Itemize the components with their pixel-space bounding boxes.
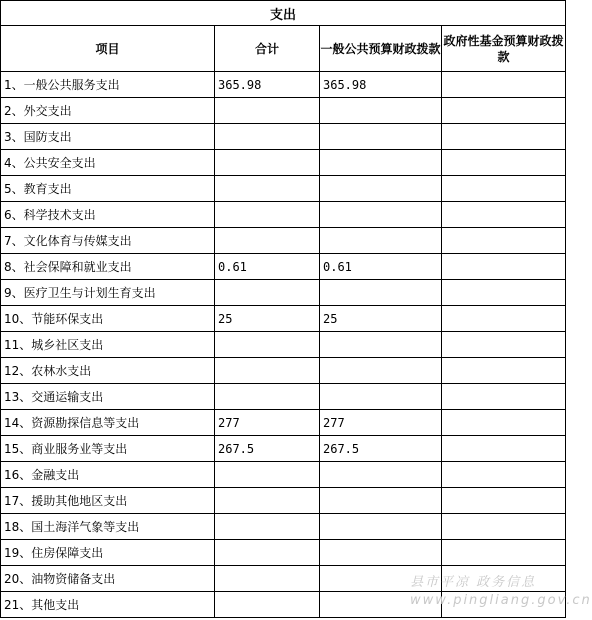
cell-item: 19、住房保障支出 <box>1 540 215 566</box>
header-row <box>1 26 566 72</box>
table-title: 支出 <box>1 1 566 26</box>
cell-item: 21、其他支出 <box>1 592 215 618</box>
table-row <box>1 358 566 384</box>
cell-general-budget <box>320 150 442 176</box>
cell-total <box>215 540 320 566</box>
cell-general-budget <box>320 358 442 384</box>
cell-item: 12、农林水支出 <box>1 358 215 384</box>
cell-total <box>215 332 320 358</box>
cell-fund-budget <box>442 384 566 410</box>
cell-total <box>215 124 320 150</box>
watermark-line-2: www.pingliang.gov.cn <box>410 593 592 608</box>
cell-general-budget: 25 <box>320 306 442 332</box>
table-row <box>1 462 566 488</box>
cell-general-budget <box>320 488 442 514</box>
cell-item: 1、一般公共服务支出 <box>1 72 215 98</box>
cell-item: 4、公共安全支出 <box>1 150 215 176</box>
table-row <box>1 176 566 202</box>
cell-total <box>215 592 320 618</box>
cell-fund-budget <box>442 98 566 124</box>
table-row <box>1 254 566 280</box>
cell-fund-budget <box>442 124 566 150</box>
header-total: 合计 <box>215 26 320 72</box>
cell-item: 16、金融支出 <box>1 462 215 488</box>
cell-total <box>215 566 320 592</box>
table-row <box>1 436 566 462</box>
cell-general-budget <box>320 228 442 254</box>
cell-item: 14、资源勘探信息等支出 <box>1 410 215 436</box>
cell-total <box>215 150 320 176</box>
cell-general-budget <box>320 514 442 540</box>
cell-item: 20、油物资储备支出 <box>1 566 215 592</box>
cell-fund-budget <box>442 254 566 280</box>
cell-total <box>215 98 320 124</box>
table-row <box>1 150 566 176</box>
header-fund-budget: 政府性基金预算财政拨款 <box>442 26 566 72</box>
cell-general-budget: 267.5 <box>320 436 442 462</box>
cell-general-budget <box>320 124 442 150</box>
table-row <box>1 280 566 306</box>
cell-general-budget: 277 <box>320 410 442 436</box>
table-body <box>1 72 566 618</box>
cell-item: 15、商业服务业等支出 <box>1 436 215 462</box>
cell-item: 2、外交支出 <box>1 98 215 124</box>
cell-total <box>215 514 320 540</box>
watermark-line-1: 县市平凉 政务信息 <box>410 575 537 590</box>
cell-fund-budget <box>442 332 566 358</box>
table-row <box>1 488 566 514</box>
cell-fund-budget <box>442 280 566 306</box>
cell-item: 10、节能环保支出 <box>1 306 215 332</box>
cell-total: 0.61 <box>215 254 320 280</box>
cell-fund-budget <box>442 488 566 514</box>
cell-general-budget <box>320 332 442 358</box>
cell-general-budget: 0.61 <box>320 254 442 280</box>
cell-item: 5、教育支出 <box>1 176 215 202</box>
table-row <box>1 332 566 358</box>
cell-general-budget <box>320 462 442 488</box>
table-row <box>1 384 566 410</box>
cell-general-budget <box>320 202 442 228</box>
table-row <box>1 228 566 254</box>
cell-item: 3、国防支出 <box>1 124 215 150</box>
cell-general-budget: 365.98 <box>320 72 442 98</box>
cell-general-budget <box>320 540 442 566</box>
table-row <box>1 410 566 436</box>
cell-total <box>215 176 320 202</box>
header-item: 项目 <box>1 26 215 72</box>
cell-fund-budget <box>442 306 566 332</box>
cell-fund-budget <box>442 514 566 540</box>
cell-item: 7、文化体育与传媒支出 <box>1 228 215 254</box>
cell-fund-budget <box>442 202 566 228</box>
table-row <box>1 202 566 228</box>
table-row <box>1 98 566 124</box>
cell-total: 25 <box>215 306 320 332</box>
cell-item: 9、医疗卫生与计划生育支出 <box>1 280 215 306</box>
cell-fund-budget <box>442 176 566 202</box>
cell-total: 277 <box>215 410 320 436</box>
cell-total <box>215 384 320 410</box>
cell-fund-budget <box>442 150 566 176</box>
cell-total: 365.98 <box>215 72 320 98</box>
cell-total <box>215 228 320 254</box>
table-row <box>1 514 566 540</box>
cell-item: 6、科学技术支出 <box>1 202 215 228</box>
cell-fund-budget <box>442 228 566 254</box>
table-row <box>1 72 566 98</box>
cell-item: 18、国土海洋气象等支出 <box>1 514 215 540</box>
cell-total <box>215 202 320 228</box>
cell-general-budget <box>320 384 442 410</box>
cell-item: 8、社会保障和就业支出 <box>1 254 215 280</box>
cell-total <box>215 358 320 384</box>
cell-item: 17、援助其他地区支出 <box>1 488 215 514</box>
header-general-budget: 一般公共预算财政拨款 <box>320 26 442 72</box>
cell-fund-budget <box>442 436 566 462</box>
table-title-row <box>1 1 566 26</box>
cell-total <box>215 488 320 514</box>
cell-total: 267.5 <box>215 436 320 462</box>
table-row <box>1 124 566 150</box>
table-row <box>1 306 566 332</box>
cell-total <box>215 280 320 306</box>
cell-general-budget <box>320 280 442 306</box>
cell-fund-budget <box>442 540 566 566</box>
cell-item: 11、城乡社区支出 <box>1 332 215 358</box>
cell-general-budget <box>320 98 442 124</box>
cell-general-budget <box>320 176 442 202</box>
cell-item: 13、交通运输支出 <box>1 384 215 410</box>
cell-fund-budget <box>442 462 566 488</box>
cell-fund-budget <box>442 410 566 436</box>
table-row <box>1 540 566 566</box>
cell-fund-budget <box>442 358 566 384</box>
watermark <box>410 574 592 610</box>
cell-total <box>215 462 320 488</box>
cell-fund-budget <box>442 72 566 98</box>
